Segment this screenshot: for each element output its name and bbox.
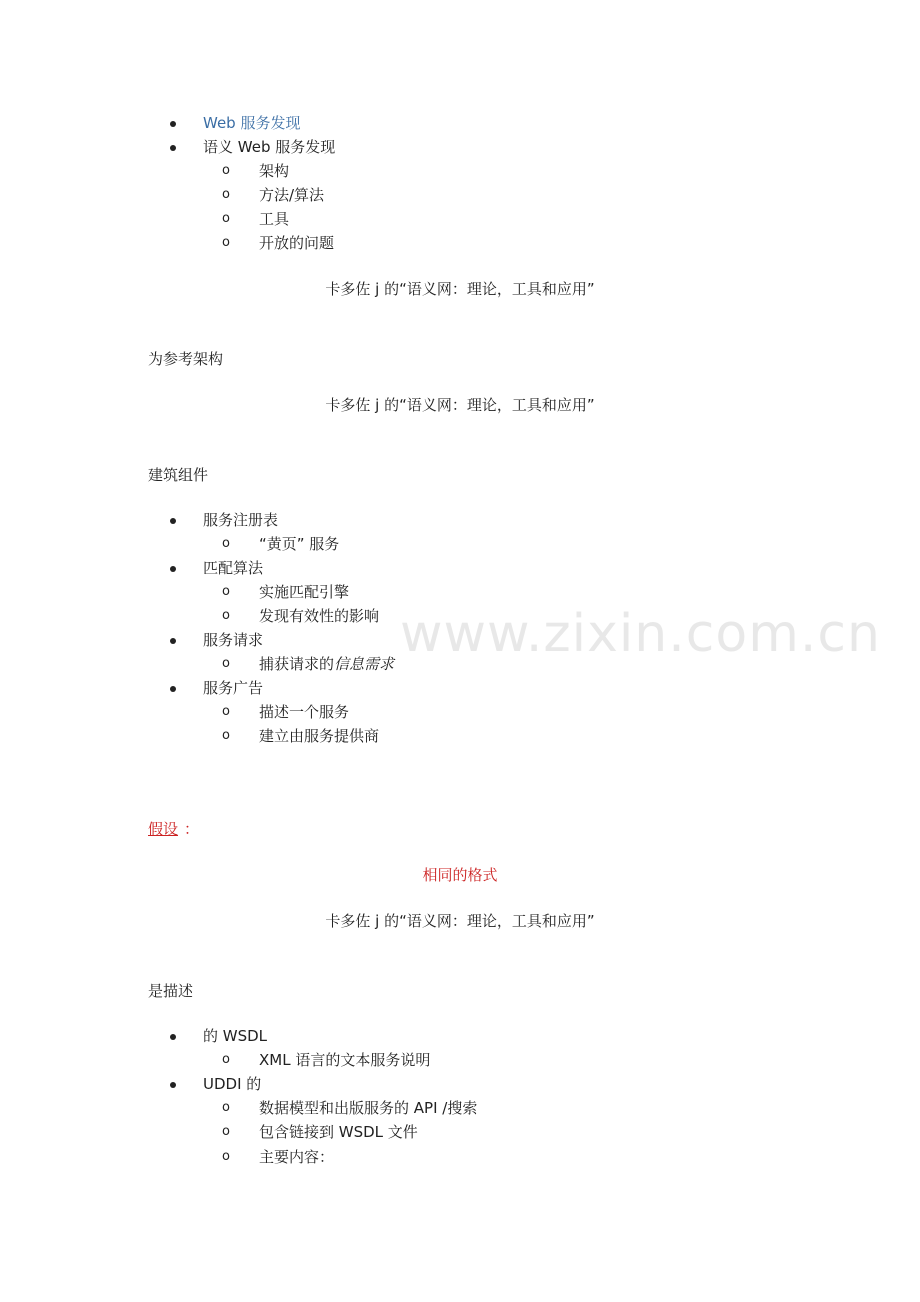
sub-list-item: “黄页” 服务 — [259, 535, 340, 553]
same-format-heading: 相同的格式 — [422, 866, 498, 884]
bullet — [170, 121, 176, 127]
bullet — [170, 145, 176, 151]
sub-bullet: o — [222, 1124, 230, 1139]
sub-bullet: o — [222, 1149, 230, 1164]
bullet — [170, 566, 176, 572]
sub-bullet: o — [222, 584, 230, 599]
sub-list-item: 开放的问题 — [259, 234, 335, 252]
sub-list-item: 描述一个服务 — [259, 703, 350, 721]
assumption-link[interactable]: 假设 — [148, 820, 179, 838]
paragraph: 建筑组件 — [148, 466, 209, 484]
sub-bullet: o — [222, 1100, 230, 1115]
sub-list-item — [259, 653, 394, 675]
watermark: www.zixin.com.cn — [400, 604, 881, 664]
sub-bullet: o — [222, 187, 230, 202]
sub-bullet: o — [222, 536, 230, 551]
sub-list-item: 发现有效性的影响 — [259, 607, 380, 625]
sub-list-item: 实施匹配引擎 — [259, 583, 350, 601]
sub-list-item: 建立由服务提供商 — [259, 727, 380, 745]
paragraph: 是描述 — [148, 982, 194, 1000]
figure-caption: 卡多佐 j 的“语义网：理论，工具和应用” — [325, 912, 595, 930]
list-item: 匹配算法 — [203, 559, 264, 577]
figure-caption: 卡多佐 j 的“语义网：理论，工具和应用” — [325, 280, 595, 298]
sub-bullet: o — [222, 1052, 230, 1067]
sub-list-item: 架构 — [259, 162, 290, 180]
web-service-discovery-link[interactable]: Web 服务发现 — [203, 114, 301, 132]
assumption-line — [148, 818, 199, 840]
paragraph: 为参考架构 — [148, 350, 224, 368]
list-item: 服务广告 — [203, 679, 264, 697]
emphasis-text: 信息需求 — [334, 655, 395, 673]
sub-bullet: o — [222, 211, 230, 226]
list-item: 的 WSDL — [203, 1027, 268, 1045]
list-item: 语义 Web 服务发现 — [203, 138, 336, 156]
list-item: UDDI 的 — [203, 1075, 262, 1093]
sub-bullet: o — [222, 656, 230, 671]
bullet — [170, 686, 176, 692]
sub-bullet: o — [222, 235, 230, 250]
sub-list-item: 数据模型和出版服务的 API /搜索 — [259, 1099, 478, 1117]
sub-list-item: 主要内容： — [259, 1148, 335, 1166]
sub-list-item: 包含链接到 WSDL 文件 — [259, 1123, 418, 1141]
bullet — [170, 638, 176, 644]
sub-bullet: o — [222, 704, 230, 719]
list-item: 服务注册表 — [203, 511, 279, 529]
sub-list-item: XML 语言的文本服务说明 — [259, 1051, 431, 1069]
bullet — [170, 1034, 176, 1040]
bullet — [170, 518, 176, 524]
sub-list-item: 方法/算法 — [259, 186, 325, 204]
list-item: 服务请求 — [203, 631, 264, 649]
assumption-colon: ： — [184, 820, 200, 838]
figure-caption: 卡多佐 j 的“语义网：理论，工具和应用” — [325, 396, 595, 414]
sub-bullet: o — [222, 728, 230, 743]
bullet — [170, 1082, 176, 1088]
sub-bullet: o — [222, 608, 230, 623]
sub-list-item: 工具 — [259, 210, 290, 228]
sub-bullet: o — [222, 163, 230, 178]
sub-list-item-text: 捕获请求的 — [259, 655, 335, 673]
